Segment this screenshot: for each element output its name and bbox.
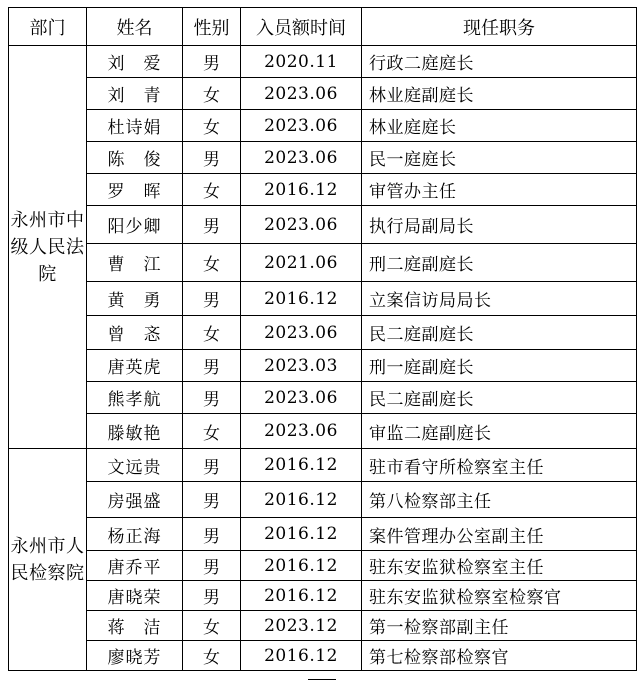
- table-row: [9, 641, 637, 671]
- name-cell: 文远贵: [87, 449, 183, 482]
- post-cell: 林业庭庭长: [362, 110, 637, 142]
- table-row: [9, 142, 637, 174]
- post-cell: 案件管理办公室副主任: [362, 518, 637, 551]
- gender-cell: 女: [183, 244, 241, 282]
- post-cell: 驻市看守所检察室主任: [362, 449, 637, 482]
- date-cell: 2023.06: [241, 78, 362, 110]
- table-row: [9, 174, 637, 206]
- table-row: [9, 414, 637, 449]
- post-cell: 民二庭副庭长: [362, 382, 637, 414]
- name-cell: 滕敏艳: [87, 414, 183, 449]
- date-cell: 2023.03: [241, 350, 362, 382]
- name-cell: 曾 忞: [87, 316, 183, 350]
- post-cell: 第七检察部检察官: [362, 641, 637, 671]
- name-cell: 刘 爱: [87, 46, 183, 78]
- post-cell: 民二庭副庭长: [362, 316, 637, 350]
- date-cell: 2023.06: [241, 382, 362, 414]
- table-row: [9, 482, 637, 518]
- post-cell: 行政二庭庭长: [362, 46, 637, 78]
- header-gender: 性别: [183, 8, 241, 46]
- table-row: [9, 449, 637, 482]
- post-cell: 驻东安监狱检察室检察官: [362, 581, 637, 611]
- gender-cell: 男: [183, 482, 241, 518]
- table-body: [9, 46, 637, 671]
- gender-cell: 男: [183, 350, 241, 382]
- gender-cell: 女: [183, 641, 241, 671]
- header-dept: 部门: [9, 8, 87, 46]
- gender-cell: 女: [183, 316, 241, 350]
- gender-cell: 男: [183, 449, 241, 482]
- gender-cell: 男: [183, 382, 241, 414]
- name-cell: 廖晓芳: [87, 641, 183, 671]
- name-cell: 曹 江: [87, 244, 183, 282]
- date-cell: 2016.12: [241, 518, 362, 551]
- table-row: [9, 581, 637, 611]
- name-cell: 刘 青: [87, 78, 183, 110]
- header-row: [9, 8, 637, 46]
- table-row: [9, 611, 637, 641]
- name-cell: 杜诗娟: [87, 110, 183, 142]
- name-cell: 唐英虎: [87, 350, 183, 382]
- table-header: [9, 8, 637, 46]
- gender-cell: 女: [183, 174, 241, 206]
- date-cell: 2023.06: [241, 206, 362, 244]
- table-row: [9, 46, 637, 78]
- header-post: 现任职务: [362, 8, 637, 46]
- name-cell: 杨正海: [87, 518, 183, 551]
- table-row: [9, 518, 637, 551]
- date-cell: 2016.12: [241, 482, 362, 518]
- table-row: [9, 382, 637, 414]
- gender-cell: 男: [183, 46, 241, 78]
- dept-cell: 永州市中级人民法院: [9, 46, 87, 449]
- gender-cell: 男: [183, 206, 241, 244]
- table-row: [9, 551, 637, 581]
- post-cell: 立案信访局局长: [362, 282, 637, 316]
- name-cell: 陈 俊: [87, 142, 183, 174]
- gender-cell: 女: [183, 78, 241, 110]
- name-cell: 黄 勇: [87, 282, 183, 316]
- name-cell: 罗 晖: [87, 174, 183, 206]
- dept-cell: 永州市人民检察院: [9, 449, 87, 671]
- table-row: [9, 350, 637, 382]
- table-row: [9, 316, 637, 350]
- post-cell: 刑二庭副庭长: [362, 244, 637, 282]
- name-cell: 房强盛: [87, 482, 183, 518]
- table-row: [9, 78, 637, 110]
- gender-cell: 男: [183, 282, 241, 316]
- post-cell: 民一庭庭长: [362, 142, 637, 174]
- header-date: 入员额时间: [241, 8, 362, 46]
- table-row: [9, 110, 637, 142]
- name-cell: 熊孝航: [87, 382, 183, 414]
- date-cell: 2016.12: [241, 449, 362, 482]
- gender-cell: 女: [183, 611, 241, 641]
- gender-cell: 女: [183, 414, 241, 449]
- gender-cell: 男: [183, 142, 241, 174]
- table-row: [9, 282, 637, 316]
- header-name: 姓名: [87, 8, 183, 46]
- gender-cell: 男: [183, 581, 241, 611]
- post-cell: 林业庭副庭长: [362, 78, 637, 110]
- post-cell: 执行局副局长: [362, 206, 637, 244]
- date-cell: 2020.11: [241, 46, 362, 78]
- table-row: [9, 244, 637, 282]
- post-cell: 第一检察部副主任: [362, 611, 637, 641]
- footer-divider: [308, 679, 336, 680]
- table-row: [9, 206, 637, 244]
- gender-cell: 男: [183, 518, 241, 551]
- date-cell: 2021.06: [241, 244, 362, 282]
- post-cell: 第八检察部主任: [362, 482, 637, 518]
- name-cell: 蒋 洁: [87, 611, 183, 641]
- date-cell: 2016.12: [241, 174, 362, 206]
- date-cell: 2016.12: [241, 641, 362, 671]
- date-cell: 2023.06: [241, 316, 362, 350]
- date-cell: 2016.12: [241, 551, 362, 581]
- date-cell: 2023.06: [241, 142, 362, 174]
- post-cell: 刑一庭副庭长: [362, 350, 637, 382]
- name-cell: 唐晓荣: [87, 581, 183, 611]
- date-cell: 2023.06: [241, 414, 362, 449]
- post-cell: 审管办主任: [362, 174, 637, 206]
- gender-cell: 女: [183, 110, 241, 142]
- date-cell: 2016.12: [241, 581, 362, 611]
- post-cell: 审监二庭副庭长: [362, 414, 637, 449]
- date-cell: 2023.06: [241, 110, 362, 142]
- post-cell: 驻东安监狱检察室主任: [362, 551, 637, 581]
- date-cell: 2016.12: [241, 282, 362, 316]
- personnel-table: [8, 7, 637, 671]
- name-cell: 阳少卿: [87, 206, 183, 244]
- date-cell: 2023.12: [241, 611, 362, 641]
- name-cell: 唐乔平: [87, 551, 183, 581]
- gender-cell: 男: [183, 551, 241, 581]
